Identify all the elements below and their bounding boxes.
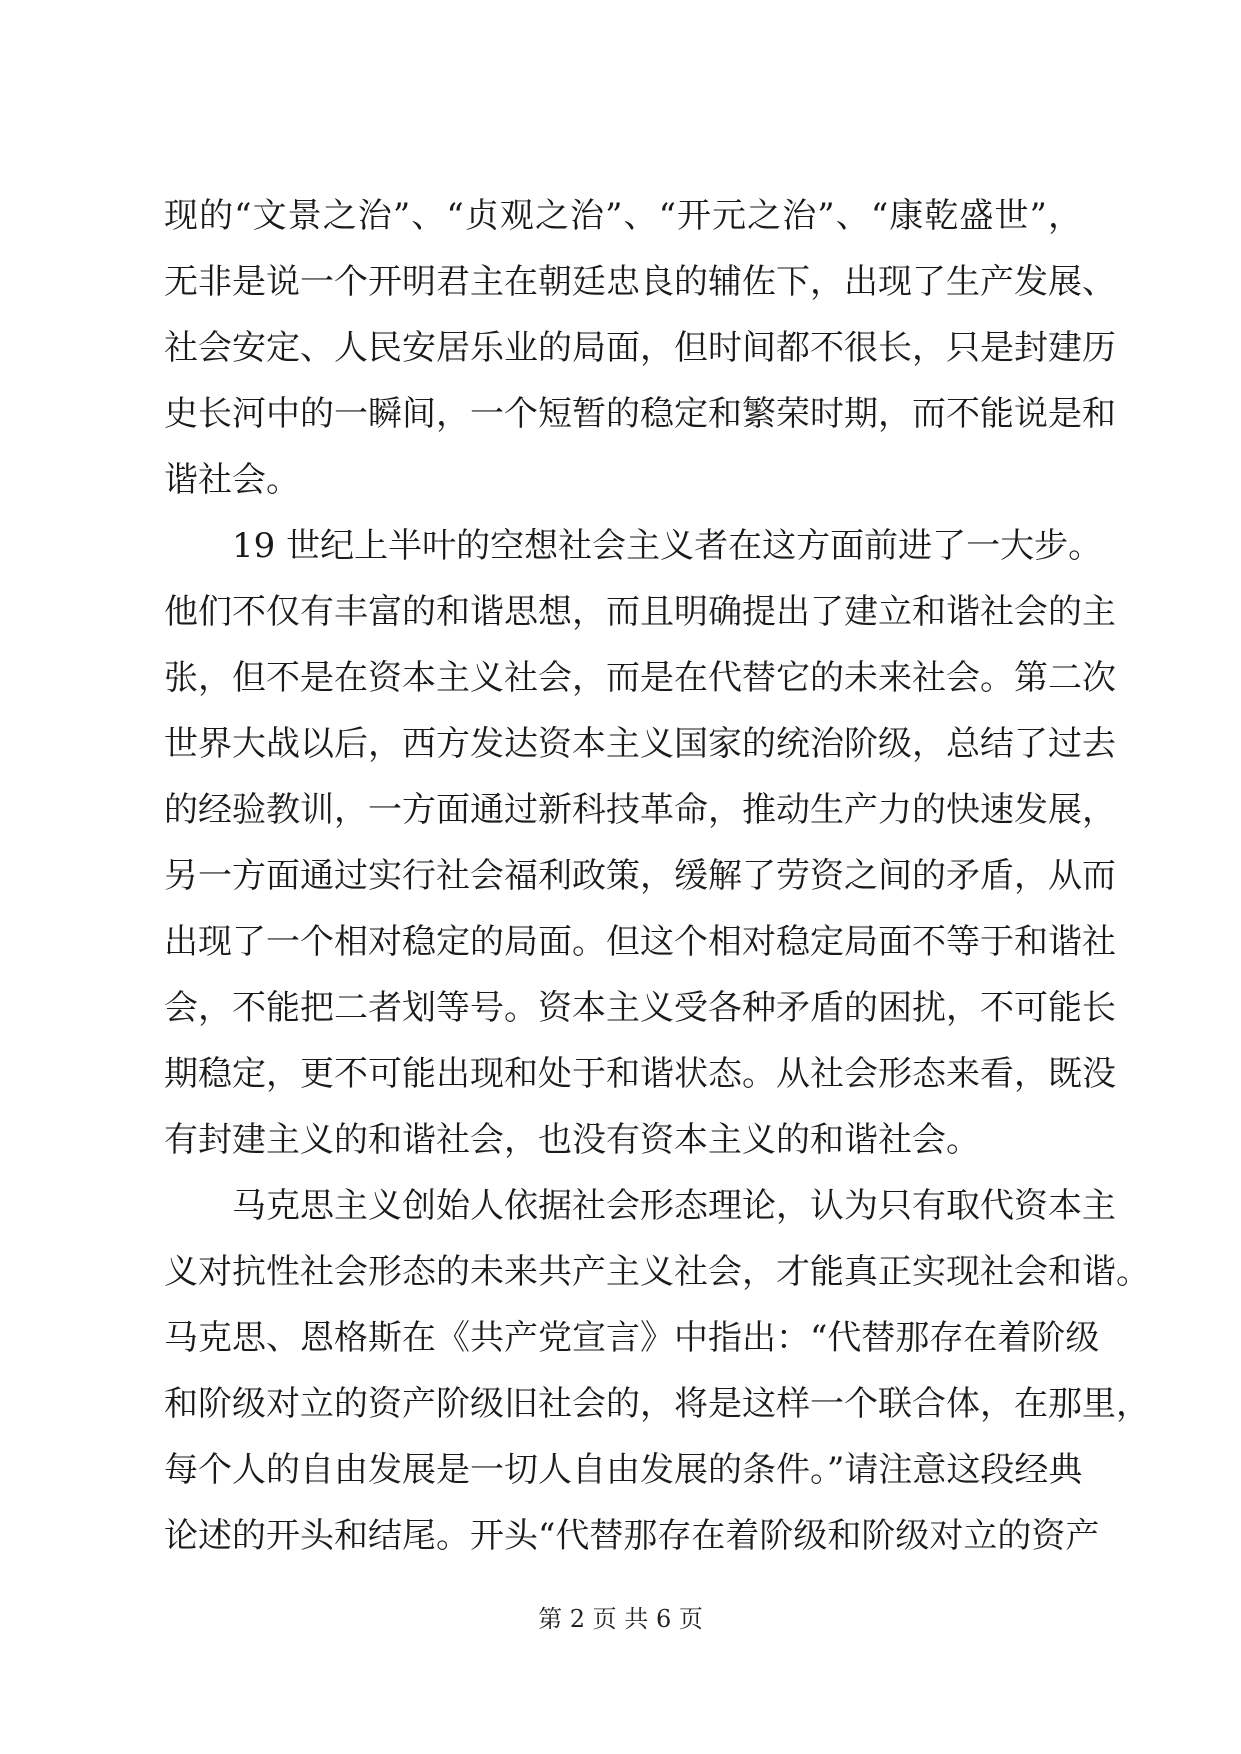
paragraph-2-line-7: 出现了一个相对稳定的局面。但这个相对稳定局面不等于和谐社: [164, 922, 1116, 962]
paragraph-1-line-3: 社会安定、人民安居乐业的局面，但时间都不很长，只是封建历: [164, 328, 1116, 368]
paragraph-3-line-4: 和阶级对立的资产阶级旧社会的，将是这样一个联合体，在那里，: [164, 1384, 1150, 1424]
paragraph-2-line-3: 张，但不是在资本主义社会，而是在代替它的未来社会。第二次: [164, 658, 1116, 698]
paragraph-1-line-2: 无非是说一个开明君主在朝廷忠良的辅佐下，出现了生产发展、: [164, 262, 1116, 302]
paragraph-2-line-10: 有封建主义的和谐社会，也没有资本主义的和谐社会。: [164, 1120, 980, 1160]
paragraph-3-line-5: 每个人的自由发展是一切人自由发展的条件。”请注意这段经典: [164, 1450, 1083, 1490]
paragraph-2-line-5: 的经验教训，一方面通过新科技革命，推动生产力的快速发展，: [164, 790, 1116, 830]
paragraph-1-line-1: 现的“文景之治”、“贞观之治”、“开元之治”、“康乾盛世”，: [164, 196, 1082, 236]
paragraph-2-line-4: 世界大战以后，西方发达资本主义国家的统治阶级，总结了过去: [164, 724, 1116, 764]
paragraph-1-line-4: 史长河中的一瞬间，一个短暂的稳定和繁荣时期，而不能说是和: [164, 394, 1116, 434]
paragraph-2-line-2: 他们不仅有丰富的和谐思想，而且明确提出了建立和谐社会的主: [164, 592, 1116, 632]
paragraph-2-line-8: 会，不能把二者划等号。资本主义受各种矛盾的困扰，不可能长: [164, 988, 1116, 1028]
paragraph-3-line-6: 论述的开头和结尾。开头“代替那存在着阶级和阶级对立的资产: [164, 1516, 1100, 1556]
paragraph-3-line-1: 马克思主义创始人依据社会形态理论，认为只有取代资本主: [232, 1186, 1116, 1226]
paragraph-2-line-6: 另一方面通过实行社会福利政策，缓解了劳资之间的矛盾，从而: [164, 856, 1116, 896]
paragraph-2-line-9: 期稳定，更不可能出现和处于和谐状态。从社会形态来看，既没: [164, 1054, 1116, 1094]
paragraph-1-line-5: 谐社会。: [164, 460, 300, 500]
page-footer: 第 2 页 共 6 页: [538, 1605, 703, 1633]
paragraph-2-line-1: 19 世纪上半叶的空想社会主义者在这方面前进了一大步。: [232, 526, 1103, 566]
paragraph-3-line-3: 马克思、恩格斯在《共产党宣言》中指出：“代替那存在着阶级: [164, 1318, 1100, 1358]
paragraph-3-line-2: 义对抗性社会形态的未来共产主义社会，才能真正实现社会和谐。: [164, 1252, 1150, 1292]
